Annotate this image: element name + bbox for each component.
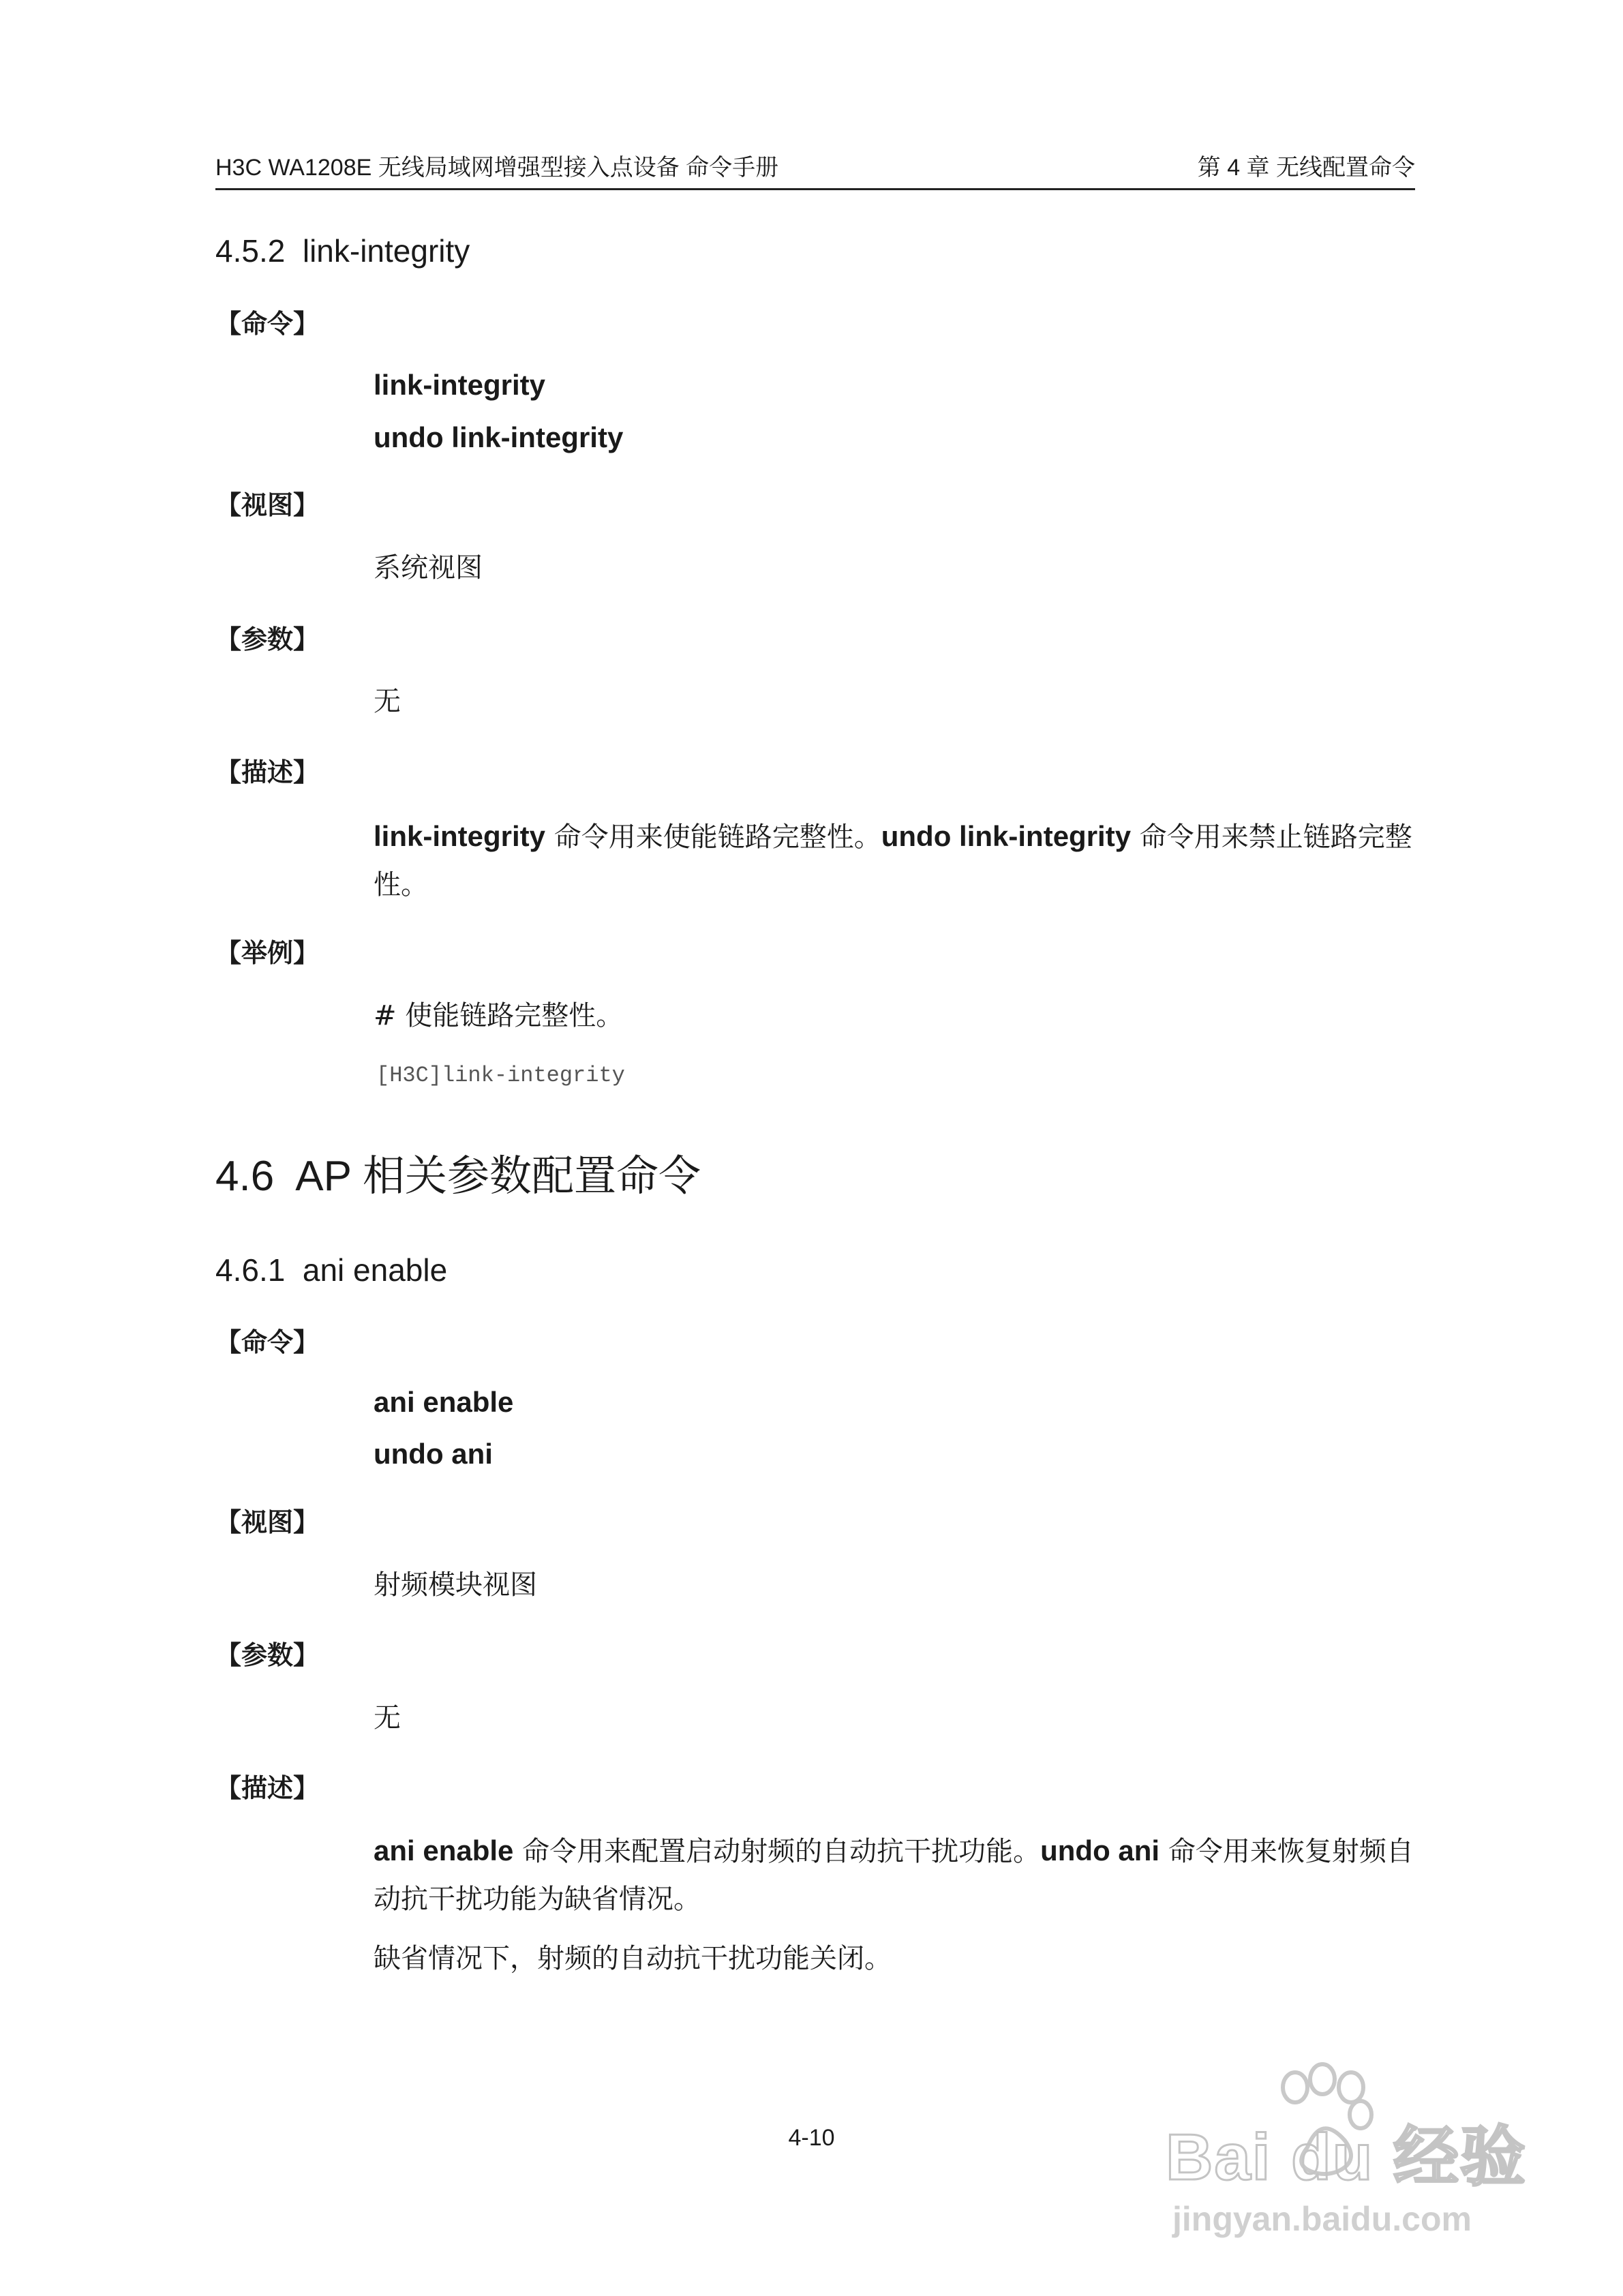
inline-command: undo link-integrity bbox=[881, 820, 1132, 852]
description-label: 【描述】 bbox=[215, 757, 320, 787]
command-line: undo ani bbox=[374, 1438, 493, 1470]
example-comment: # 使能链路完整性。 bbox=[374, 1000, 624, 1031]
view-text: 系统视图 bbox=[374, 552, 483, 584]
parameter-text: 无 bbox=[374, 1702, 401, 1734]
header-rule bbox=[215, 188, 1415, 190]
section-title-4-6: 4.6 AP 相关参数配置命令 bbox=[215, 1153, 701, 1200]
inline-command: link-integrity bbox=[374, 820, 546, 852]
command-line: undo link-integrity bbox=[374, 421, 624, 453]
view-text: 射频模块视图 bbox=[374, 1569, 537, 1601]
command-label: 【命令】 bbox=[215, 1327, 320, 1357]
description-paragraph: link-integrity 命令用来使能链路完整性。undo link-integrity 命令用来禁止链路完整性。 bbox=[374, 820, 1412, 901]
section-title-4-6-1: 4.6.1 ani enable bbox=[215, 1252, 448, 1288]
baidu-jingyan-watermark bbox=[1159, 2052, 1541, 2256]
parameter-label: 【参数】 bbox=[215, 624, 320, 654]
default-setting-text: 缺省情况下，射频的自动抗干扰功能关闭。 bbox=[374, 1943, 892, 1974]
command-label: 【命令】 bbox=[215, 308, 320, 339]
inline-command: undo ani bbox=[1040, 1834, 1160, 1867]
section-title-4-5-2: 4.5.2 link-integrity bbox=[215, 233, 470, 269]
command-line: link-integrity bbox=[374, 369, 546, 401]
description-label: 【描述】 bbox=[215, 1772, 320, 1803]
running-header-title: H3C WA1208E 无线局域网增强型接入点设备 命令手册 bbox=[215, 155, 779, 181]
command-line: ani enable bbox=[374, 1386, 514, 1418]
description-paragraph: ani enable 命令用来配置启动射频的自动抗干扰功能。undo ani 命令用来恢复射频自动抗干扰功能为缺省情况。 bbox=[374, 1834, 1414, 1915]
inline-command: ani enable bbox=[374, 1834, 514, 1867]
watermark-brand: Bai du 经验 bbox=[1166, 2121, 1528, 2194]
example-label: 【举例】 bbox=[215, 937, 320, 968]
parameter-label: 【参数】 bbox=[215, 1640, 320, 1670]
view-label: 【视图】 bbox=[215, 1507, 320, 1537]
example-code: [H3C]link-integrity bbox=[376, 1063, 625, 1088]
page-number: 4-10 bbox=[788, 2125, 835, 2151]
view-label: 【视图】 bbox=[215, 489, 320, 520]
parameter-text: 无 bbox=[374, 686, 401, 717]
running-header-chapter: 第 4 章 无线配置命令 bbox=[1197, 155, 1415, 181]
watermark-url: jingyan.baidu.com bbox=[1172, 2200, 1472, 2238]
